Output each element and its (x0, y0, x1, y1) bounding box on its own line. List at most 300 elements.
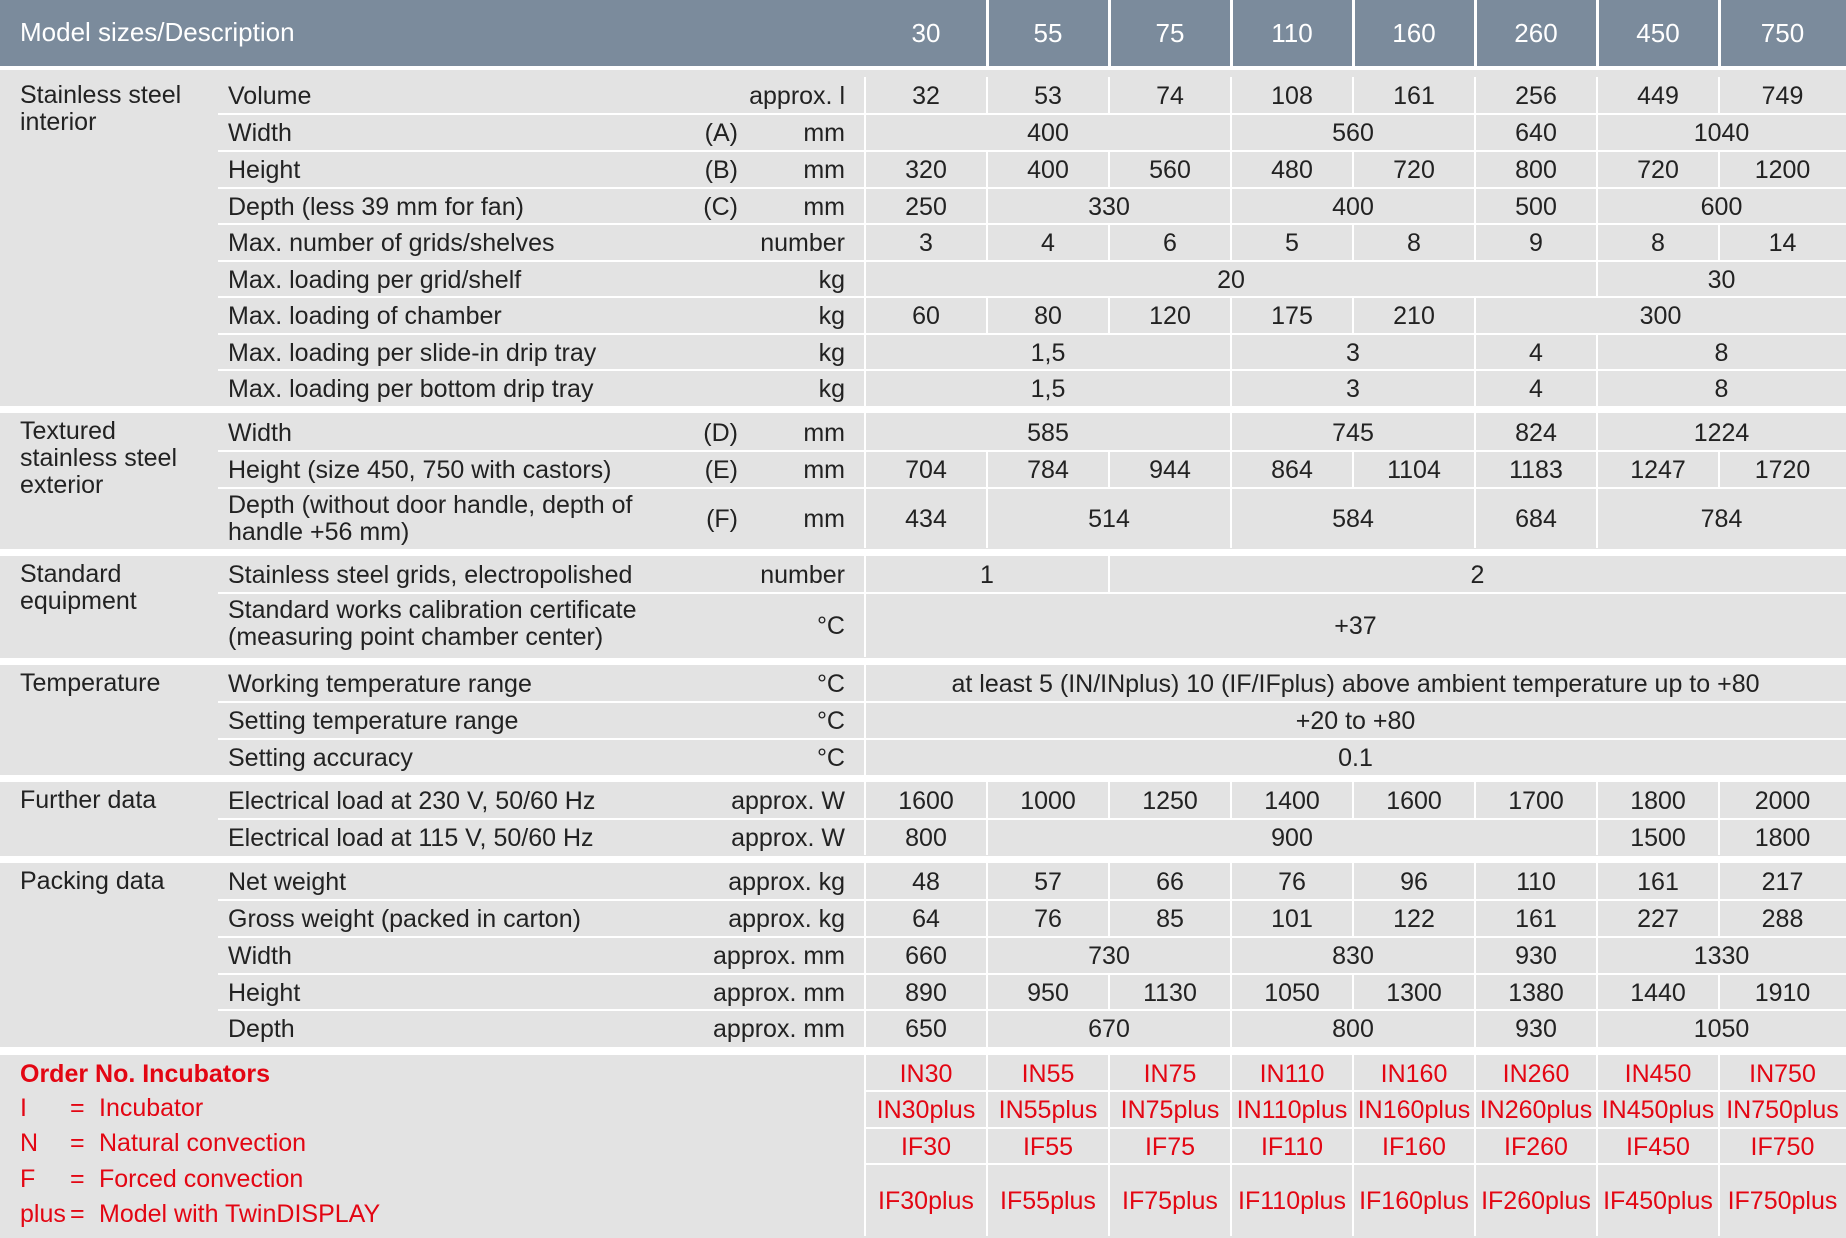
data-cell: 1300 (1386, 978, 1442, 1007)
order-number: IN260plus (1479, 1096, 1593, 1124)
cell-divider (864, 593, 866, 657)
legend-eq: = (70, 1129, 85, 1157)
cell-divider (1596, 1010, 1598, 1047)
cell-divider (986, 900, 988, 937)
cell-divider (1108, 863, 1110, 900)
row-label: Width (228, 942, 292, 970)
cell-divider (1474, 782, 1476, 819)
row-unit: approx. kg (728, 905, 845, 933)
data-cell: 1104 (1387, 456, 1441, 484)
data-cell: 161 (1393, 82, 1435, 110)
data-cell: 256 (1515, 82, 1557, 110)
data-cell: 30 (1707, 265, 1736, 294)
row-label: Depth (228, 1015, 295, 1043)
cell-divider (1474, 413, 1476, 451)
cell-divider (1596, 1128, 1598, 1164)
header-divider (1474, 0, 1477, 66)
row-divider (218, 899, 1846, 901)
cell-divider (864, 77, 866, 114)
data-cell: 514 (1088, 504, 1130, 533)
cell-divider (1474, 297, 1476, 334)
header-divider (1596, 0, 1599, 66)
data-cell: 1600 (1386, 787, 1442, 815)
order-number: IN30plus (876, 1096, 976, 1124)
cell-divider (1230, 188, 1232, 224)
row-code: (A) (704, 119, 738, 147)
data-cell: 1050 (1693, 1015, 1750, 1043)
data-cell: 1250 (1142, 787, 1198, 815)
data-cell: 1247 (1630, 456, 1686, 484)
data-cell: 584 (1332, 504, 1374, 533)
header-title: Model sizes/Description (20, 17, 295, 47)
cell-divider (1108, 900, 1110, 937)
cell-divider (1596, 1091, 1598, 1128)
row-label: Stainless steel grids, electropolished (228, 561, 633, 589)
cell-divider (986, 297, 988, 334)
data-cell: 53 (1034, 82, 1062, 110)
row-unit: kg (818, 265, 845, 294)
cell-divider (1718, 151, 1720, 188)
header-size-260: 260 (1514, 18, 1558, 48)
data-cell: 4 (1529, 338, 1543, 367)
cell-divider (864, 188, 866, 224)
data-cell: 1380 (1508, 978, 1564, 1007)
cell-divider (1474, 1055, 1476, 1091)
order-number: IF55 (1022, 1132, 1074, 1161)
data-cell: 3 (919, 229, 933, 257)
data-cell: 480 (1271, 156, 1313, 184)
order-number: IF450 (1626, 1132, 1690, 1161)
cell-divider (864, 1010, 866, 1047)
cell-divider (864, 334, 866, 370)
cell-divider (1108, 974, 1110, 1010)
cell-divider (1108, 782, 1110, 819)
data-cell: 1720 (1754, 456, 1811, 484)
data-cell: 704 (905, 456, 947, 484)
cell-divider (1718, 863, 1720, 900)
row-unit: °C (816, 670, 845, 698)
order-number: IF750plus (1727, 1186, 1838, 1215)
order-number: IN450 (1624, 1059, 1692, 1088)
legend-desc: Forced convection (99, 1165, 304, 1193)
cell-divider (1352, 900, 1354, 937)
cell-divider (1596, 488, 1598, 548)
data-cell: 8 (1714, 338, 1729, 367)
row-label: Max. loading per bottom drip tray (228, 374, 594, 403)
row-label: Volume (228, 82, 312, 110)
data-cell: 300 (1639, 302, 1682, 330)
data-cell: 784 (1700, 504, 1743, 533)
header-size-160: 160 (1392, 18, 1436, 48)
row-unit: approx. kg (728, 868, 845, 896)
row-unit: kg (818, 374, 845, 403)
cell-divider (1596, 188, 1598, 224)
data-cell: 2000 (1754, 787, 1811, 815)
cell-divider (864, 782, 866, 819)
section-title: Packing data (20, 867, 165, 895)
order-number: IF55plus (1000, 1186, 1096, 1215)
data-cell: 227 (1637, 905, 1679, 933)
cell-divider (1718, 1055, 1720, 1091)
row-divider (218, 260, 1846, 262)
data-cell: 76 (1034, 905, 1062, 933)
cell-divider (1230, 782, 1232, 819)
data-cell: 175 (1271, 302, 1313, 330)
cell-divider (864, 819, 866, 855)
cell-divider (1718, 224, 1720, 261)
data-cell: 660 (905, 942, 947, 970)
cell-divider (864, 1091, 866, 1128)
data-cell: 0.1 (1338, 743, 1373, 772)
cell-divider (1474, 334, 1476, 370)
row-label: Depth (without door handle, depth of handle +56 mm) (228, 491, 633, 546)
row-label: Height (size 450, 750 with castors) (228, 456, 612, 484)
cell-divider (986, 1128, 988, 1164)
section-title: Textured stainless steel exterior (20, 417, 178, 499)
cell-divider (1718, 1164, 1720, 1236)
row-label: Max. number of grids/shelves (228, 229, 555, 257)
cell-divider (986, 488, 988, 548)
cell-divider (986, 1164, 988, 1236)
cell-divider (1230, 334, 1232, 370)
cell-divider (1230, 224, 1232, 261)
row-divider (218, 592, 1846, 594)
cell-divider (1474, 1164, 1476, 1236)
row-label: Net weight (228, 868, 347, 896)
data-cell: 749 (1761, 82, 1804, 110)
cell-divider (1474, 451, 1476, 488)
cell-divider (1230, 370, 1232, 406)
table-header (0, 0, 1846, 66)
data-cell: 784 (1027, 456, 1069, 484)
cell-divider (986, 1010, 988, 1047)
data-cell: 1,5 (1030, 338, 1066, 367)
data-cell: 32 (912, 82, 940, 110)
order-number: IF30plus (878, 1186, 974, 1215)
cell-divider (986, 451, 988, 488)
data-cell: 101 (1271, 905, 1313, 933)
data-cell: 434 (905, 504, 947, 533)
row-code: (E) (704, 456, 738, 484)
cell-divider (864, 556, 866, 593)
data-cell: 3 (1346, 338, 1360, 367)
cell-divider (1108, 1164, 1110, 1236)
cell-divider (864, 900, 866, 937)
cell-divider (1718, 900, 1720, 937)
order-number: IN260 (1502, 1059, 1570, 1088)
cell-divider (864, 370, 866, 406)
data-cell: 85 (1156, 905, 1184, 933)
cell-divider (1230, 1010, 1232, 1047)
cell-divider (1352, 1055, 1354, 1091)
order-number: IF260plus (1481, 1186, 1591, 1215)
cell-divider (1474, 151, 1476, 188)
cell-divider (986, 77, 988, 114)
data-cell: 720 (1393, 156, 1435, 184)
cell-divider (864, 488, 866, 548)
cell-divider (1596, 413, 1598, 451)
data-cell: 449 (1637, 82, 1679, 110)
cell-divider (1230, 1091, 1232, 1128)
cell-divider (1230, 900, 1232, 937)
cell-divider (1230, 974, 1232, 1010)
section-title: Temperature (20, 669, 161, 697)
cell-divider (1352, 451, 1354, 488)
cell-divider (1718, 77, 1720, 114)
cell-divider (1108, 1091, 1110, 1128)
cell-divider (1596, 863, 1598, 900)
cell-divider (1230, 413, 1232, 451)
cell-divider (986, 863, 988, 900)
cell-divider (1108, 77, 1110, 114)
data-cell: 8 (1714, 374, 1729, 403)
row-unit: °C (816, 707, 845, 735)
row-code: (F) (706, 504, 738, 533)
order-number: IN750plus (1726, 1096, 1839, 1124)
cell-divider (1108, 451, 1110, 488)
row-unit: kg (818, 302, 845, 330)
order-number: IN55 (1021, 1059, 1075, 1088)
legend-desc: Incubator (99, 1094, 204, 1122)
row-label: Electrical load at 115 V, 50/60 Hz (228, 823, 594, 852)
data-cell: 1 (980, 561, 994, 589)
cell-divider (986, 188, 988, 224)
row-label: Depth (less 39 mm for fan) (228, 192, 524, 221)
data-cell: 110 (1516, 868, 1556, 896)
cell-divider (1108, 224, 1110, 261)
data-cell: 1183 (1509, 456, 1563, 484)
cell-divider (864, 974, 866, 1010)
row-label: Width (228, 119, 292, 147)
data-cell: 730 (1088, 942, 1130, 970)
data-cell: 720 (1637, 156, 1679, 184)
legend-eq: = (70, 1200, 85, 1228)
data-cell: 1330 (1693, 942, 1750, 970)
row-label: Height (228, 978, 301, 1007)
order-number: IF110plus (1238, 1186, 1346, 1215)
data-cell: 864 (1271, 456, 1313, 484)
data-cell: 2 (1470, 561, 1485, 589)
data-cell: 800 (1515, 156, 1557, 184)
data-cell: 1130 (1143, 978, 1197, 1007)
row-unit: approx. W (731, 823, 845, 852)
data-cell: 330 (1088, 192, 1130, 221)
cell-divider (864, 1128, 866, 1164)
cell-divider (986, 974, 988, 1010)
cell-divider (1352, 1091, 1354, 1128)
row-label: Electrical load at 230 V, 50/60 Hz (228, 787, 596, 815)
row-label: Height (228, 156, 301, 184)
row-divider (218, 701, 1846, 703)
data-cell: 1200 (1754, 156, 1811, 184)
cell-divider (1474, 114, 1476, 151)
row-divider (218, 223, 1846, 225)
row-divider (218, 333, 1846, 335)
cell-divider (1596, 451, 1598, 488)
data-cell: 161 (1637, 868, 1679, 896)
row-unit: °C (816, 743, 845, 772)
data-cell: 217 (1761, 868, 1804, 896)
cell-divider (1474, 188, 1476, 224)
legend-eq: = (70, 1165, 85, 1193)
data-cell: 4 (1041, 229, 1055, 257)
header-size-30: 30 (911, 18, 941, 48)
data-cell: 6 (1163, 229, 1177, 257)
data-cell: 8 (1407, 229, 1421, 257)
order-number: IN160plus (1357, 1096, 1471, 1124)
cell-divider (864, 451, 866, 488)
row-unit: mm (803, 418, 845, 447)
data-cell: 1910 (1754, 978, 1811, 1007)
cell-divider (864, 224, 866, 261)
cell-divider (864, 702, 866, 739)
row-label: Max. loading of chamber (228, 302, 502, 330)
cell-divider (1596, 370, 1598, 406)
legend-key: N (20, 1129, 39, 1157)
cell-divider (864, 665, 866, 702)
cell-divider (1352, 77, 1354, 114)
data-cell: 745 (1332, 418, 1374, 447)
data-cell: 1800 (1754, 823, 1811, 852)
row-divider (218, 113, 1846, 115)
data-cell: 9 (1529, 229, 1543, 257)
row-code: (C) (703, 192, 738, 221)
cell-divider (1718, 974, 1720, 1010)
row-divider (218, 369, 1846, 371)
cell-divider (1474, 224, 1476, 261)
data-cell: 74 (1156, 82, 1184, 110)
data-cell: 1400 (1264, 787, 1320, 815)
section-title: Standard equipment (20, 560, 137, 615)
order-number: IF160 (1382, 1132, 1446, 1161)
cell-divider (1352, 1164, 1354, 1236)
data-cell: 1000 (1020, 787, 1076, 815)
data-cell: 1,5 (1030, 374, 1066, 403)
cell-divider (1108, 1128, 1110, 1164)
row-label: Width (228, 418, 292, 447)
cell-divider (986, 819, 988, 855)
header-divider (1108, 0, 1111, 66)
data-cell: 830 (1332, 942, 1374, 970)
data-cell: 288 (1761, 905, 1804, 933)
cell-divider (864, 151, 866, 188)
data-cell: 500 (1515, 192, 1557, 221)
data-cell: 930 (1515, 1015, 1557, 1043)
row-divider (218, 296, 1846, 298)
cell-divider (986, 1055, 988, 1091)
cell-divider (1474, 974, 1476, 1010)
data-cell: 560 (1332, 119, 1374, 147)
header-size-75: 75 (1155, 18, 1185, 48)
cell-divider (1596, 151, 1598, 188)
cell-divider (864, 1055, 866, 1091)
cell-divider (1596, 819, 1598, 855)
cell-divider (1596, 261, 1598, 297)
cell-divider (1596, 782, 1598, 819)
header-size-55: 55 (1033, 18, 1063, 48)
row-divider (218, 450, 1846, 452)
data-cell: 800 (1332, 1015, 1374, 1043)
data-cell: 800 (905, 823, 947, 852)
data-cell: +37 (1334, 611, 1377, 640)
row-label: Max. loading per slide-in drip tray (228, 338, 597, 367)
cell-divider (864, 1164, 866, 1236)
data-cell: 1040 (1693, 119, 1750, 147)
row-divider (218, 150, 1846, 152)
cell-divider (986, 782, 988, 819)
header-divider (1230, 0, 1233, 66)
row-divider (218, 738, 1846, 740)
row-label: Setting accuracy (228, 743, 413, 772)
data-cell: 1700 (1508, 787, 1564, 815)
row-label: Setting temperature range (228, 707, 519, 735)
order-number: IN55plus (998, 1096, 1098, 1124)
header-divider (1718, 0, 1721, 66)
data-cell: 320 (905, 156, 947, 184)
data-cell: 890 (905, 978, 947, 1007)
data-cell: 640 (1515, 119, 1557, 147)
cell-divider (986, 937, 988, 974)
legend-key: F (20, 1165, 36, 1193)
cell-divider (1230, 114, 1232, 151)
cell-divider (1474, 1128, 1476, 1164)
data-cell: 108 (1271, 82, 1313, 110)
row-unit: mm (803, 192, 845, 221)
data-cell: 64 (912, 905, 940, 933)
row-unit: °C (816, 611, 845, 640)
cell-divider (1474, 488, 1476, 548)
data-cell: 585 (1027, 418, 1069, 447)
cell-divider (1352, 151, 1354, 188)
cell-divider (1474, 370, 1476, 406)
data-cell: 1800 (1630, 787, 1686, 815)
row-unit: mm (803, 456, 845, 484)
row-label: Gross weight (packed in carton) (228, 905, 581, 933)
row-divider (218, 936, 1846, 938)
section-title: Stainless steel interior (20, 81, 182, 136)
cell-divider (864, 114, 866, 151)
row-unit: approx. mm (713, 1015, 845, 1043)
cell-divider (1230, 937, 1232, 974)
data-cell: 684 (1515, 504, 1557, 533)
data-cell: 650 (905, 1015, 947, 1043)
row-divider (218, 973, 1846, 975)
order-number: IN110 (1259, 1059, 1325, 1088)
header-divider (1352, 0, 1355, 66)
row-divider (865, 1163, 1846, 1165)
data-cell: at least 5 (IN/INplus) 10 (IF/IFplus) above ambient temperature up to +80 (951, 670, 1760, 698)
cell-divider (864, 937, 866, 974)
cell-divider (1230, 1164, 1232, 1236)
order-number: IF160plus (1359, 1186, 1469, 1215)
cell-divider (1474, 937, 1476, 974)
row-divider (218, 1009, 1846, 1011)
data-cell: 80 (1034, 302, 1062, 330)
cell-divider (1108, 151, 1110, 188)
data-cell: 48 (912, 868, 940, 896)
data-cell: 122 (1393, 905, 1435, 933)
cell-divider (1230, 77, 1232, 114)
legend-key: plus (20, 1200, 66, 1228)
cell-divider (1230, 1055, 1232, 1091)
data-cell: 210 (1393, 302, 1435, 330)
cell-divider (864, 863, 866, 900)
data-cell: 560 (1149, 156, 1191, 184)
header-size-110: 110 (1271, 18, 1313, 48)
data-cell: 96 (1400, 868, 1428, 896)
data-cell: 1440 (1630, 978, 1686, 1007)
order-number: IF75plus (1122, 1186, 1218, 1215)
